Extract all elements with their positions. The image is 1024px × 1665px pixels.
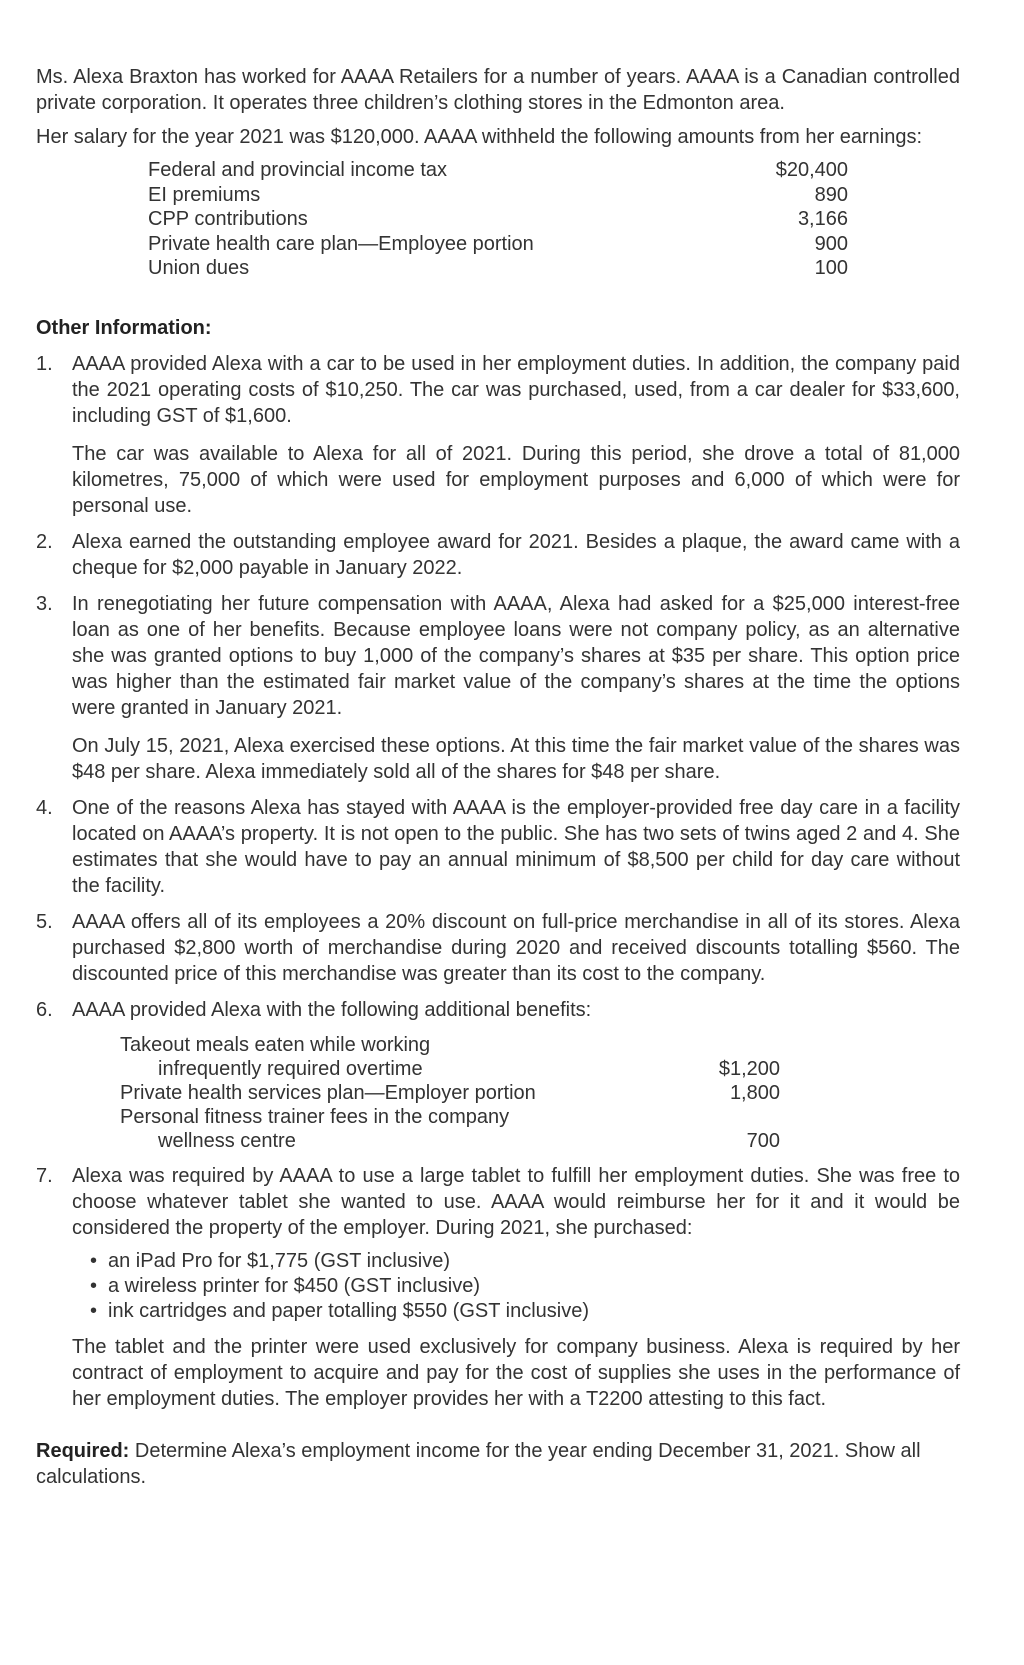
item-number: 7. <box>36 1164 53 1187</box>
item-paragraph: In renegotiating her future compensation with AAAA, Alexa had asked for a $25,000 interest-free loan as one of her benefits. Because employee loans were not company policy, as an alternative she was granted options to buy 1,000 of the company’s shares at $35 per share. This option price was higher than the estimated fair market value of the company’s shares at the time the options were granted in January 2021. <box>72 592 960 719</box>
purchase-list <box>72 1249 960 1324</box>
purchase-text: a wireless printer for $450 (GST inclusive) <box>108 1274 480 1297</box>
list-item <box>36 1163 960 1412</box>
withholding-row <box>148 256 848 281</box>
item-number: 6. <box>36 998 53 1021</box>
bullet-icon: • <box>90 1274 98 1297</box>
list-item <box>36 997 960 1023</box>
required-label: Required: <box>36 1439 130 1462</box>
withholding-amount: 100 <box>814 257 848 279</box>
withholding-amount: 890 <box>814 183 848 206</box>
item-paragraph: Alexa was required by AAAA to use a large tablet to fulfill her employment duties. She was free to choose whatever tablet she wanted to use. AAAA would reimburse her for it and it would be considered the property of the employer. During 2021, she purchased: <box>72 1164 960 1239</box>
withholding-row <box>148 232 848 257</box>
benefit-amount: $1,200 <box>718 1057 780 1080</box>
withholding-row <box>148 183 848 208</box>
required-section <box>36 1438 960 1490</box>
withholding-row <box>148 207 848 232</box>
item-paragraph: AAAA offers all of its employees a 20% discount on full-price merchandise in all of its stores. Alexa purchased $2,800 worth of merchandise during 2020 and received discounts totalling $560. The discounted price of this merchandise was greater than its cost to the company. <box>72 910 960 985</box>
purchase-text: an iPad Pro for $1,775 (GST inclusive) <box>108 1249 451 1272</box>
document-page <box>36 64 960 1490</box>
withholding-amount: 900 <box>814 232 848 255</box>
item-paragraph: On July 15, 2021, Alexa exercised these options. At this time the fair market value of the shares was $48 per share. Alexa immediately sold all of the shares for $48 per share. <box>72 734 960 783</box>
required-text: Determine Alexa’s employment income for the year ending December 31, 2021. Show all calculations. <box>36 1439 921 1488</box>
list-item <box>36 795 960 899</box>
salary-paragraph: Her salary for the year 2021 was $120,000. AAAA withheld the following amounts from her earnings: <box>36 126 923 148</box>
list-item <box>90 1274 960 1299</box>
list-item <box>36 351 960 519</box>
withholding-label: EI premiums <box>148 183 261 206</box>
bullet-icon: • <box>90 1299 98 1322</box>
benefit-label-continued: infrequently required overtime <box>158 1057 423 1080</box>
benefit-amount: 700 <box>746 1129 780 1152</box>
benefit-label: Personal fitness trainer fees in the company <box>120 1105 510 1128</box>
withholding-amount: $20,400 <box>775 159 848 181</box>
required-paragraph <box>36 1438 960 1490</box>
withholding-label: Private health care plan—Employee portion <box>148 232 534 255</box>
other-information-heading: Other Information: <box>36 316 212 339</box>
purchase-text: ink cartridges and paper totalling $550 (GST inclusive) <box>108 1299 589 1322</box>
item-number: 1. <box>36 352 53 375</box>
withholding-label: CPP contributions <box>148 208 308 230</box>
withholding-label: Union dues <box>148 257 250 279</box>
intro-paragraph: Ms. Alexa Braxton has worked for AAAA Retailers for a number of years. AAAA is a Canadian controlled private corporation. It operates three children’s clothing stores in the Edmonton area. <box>36 66 960 114</box>
benefit-amount: 1,800 <box>729 1081 780 1104</box>
item-number: 2. <box>36 530 53 553</box>
withholdings-table <box>148 158 848 281</box>
item-number: 4. <box>36 796 53 819</box>
benefit-label-continued: wellness centre <box>158 1129 296 1152</box>
benefit-label: Private health services plan—Employer portion <box>120 1081 536 1104</box>
additional-benefits-table <box>120 1033 780 1153</box>
bullet-icon: • <box>90 1249 98 1272</box>
withholding-row <box>148 158 848 183</box>
withholding-label: Federal and provincial income tax <box>148 159 448 181</box>
item-paragraph: The tablet and the printer were used exclusively for company business. Alexa is required by her contract of employment to acquire and pay for the cost of supplies she uses in the performance of her employment duties. The employer provides her with a T2200 attesting to this fact. <box>72 1335 960 1410</box>
withholding-amount: 3,166 <box>797 208 848 230</box>
item-paragraph: Alexa earned the outstanding employee award for 2021. Besides a plaque, the award came with a cheque for $2,000 payable in January 2022. <box>72 530 960 579</box>
item-paragraph: AAAA provided Alexa with the following additional benefits: <box>72 998 592 1021</box>
item-paragraph: One of the reasons Alexa has stayed with AAAA is the employer-provided free day care in a facility located on AAAA’s property. It is not open to the public. She has two sets of twins aged 2 and 4. She estimates that she would have to pay an annual minimum of $8,500 per child for day care without the facility. <box>72 796 960 897</box>
item-number: 5. <box>36 910 53 933</box>
item-paragraph: AAAA provided Alexa with a car to be used in her employment duties. In addition, the company paid the 2021 operating costs of $10,250. The car was purchased, used, from a car dealer for $33,600, including GST of $1,600. <box>72 352 960 427</box>
intro-section <box>36 64 960 150</box>
benefit-row <box>120 1105 780 1153</box>
benefit-row <box>120 1033 780 1081</box>
benefit-row <box>120 1081 780 1105</box>
benefit-label: Takeout meals eaten while working <box>120 1033 431 1056</box>
list-item <box>36 591 960 785</box>
list-item <box>90 1249 960 1274</box>
list-item <box>90 1299 960 1324</box>
list-item <box>36 529 960 581</box>
list-item <box>36 909 960 987</box>
item-number: 3. <box>36 592 53 615</box>
item-paragraph: The car was available to Alexa for all of 2021. During this period, she drove a total of 81,000 kilometres, 75,000 of which were used for employment purposes and 6,000 of which were for personal use. <box>72 442 960 517</box>
